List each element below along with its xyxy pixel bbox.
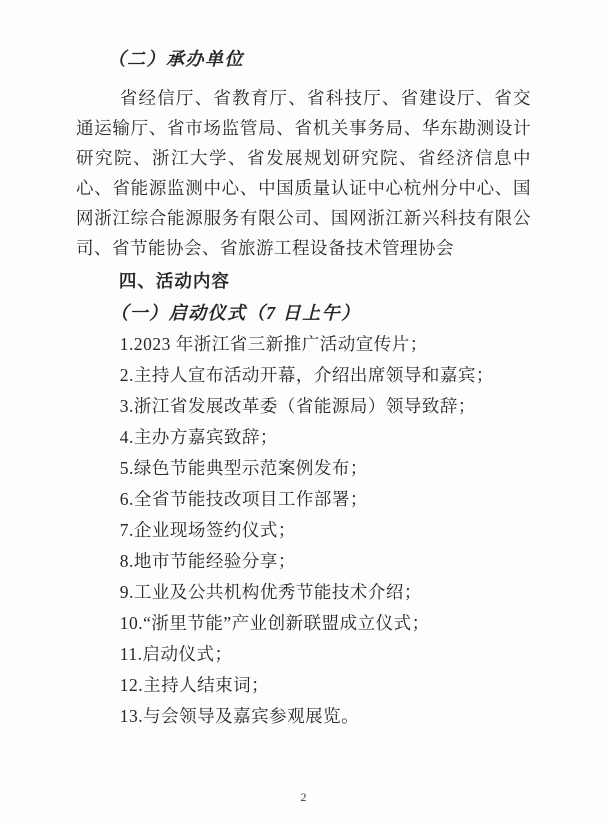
agenda-item: 1.2023 年浙江省三新推广活动宣传片；: [119, 334, 428, 354]
agenda-item: 10.“浙里节能”产业创新联盟成立仪式；: [119, 613, 430, 633]
agenda-item: 8.地市节能经验分享；: [119, 551, 296, 571]
section-heading-undertakers: （二）承办单位: [107, 49, 244, 69]
page-number: 2: [300, 790, 307, 804]
section-heading-activity-content: 四、活动内容: [118, 271, 230, 291]
agenda-item: 12.主持人结束词；: [119, 675, 270, 695]
agenda-item: 13.与会领导及嘉宾参观展览。: [119, 706, 360, 726]
agenda-item: 7.企业现场签约仪式；: [119, 520, 296, 540]
agenda-item: 9.工业及公共机构优秀节能技术介绍；: [119, 582, 422, 602]
subsection-heading-launch-ceremony: （一）启动仪式（7 日上午）: [110, 303, 361, 323]
agenda-list: [76, 329, 531, 732]
agenda-item: 3.浙江省发展改革委（省能源局）领导致辞；: [119, 396, 476, 416]
agenda-item: 2.主持人宣布活动开幕，介绍出席领导和嘉宾；: [119, 365, 494, 385]
agenda-item: 11.启动仪式；: [119, 644, 233, 664]
agenda-item: 6.全省节能技改项目工作部署；: [119, 489, 368, 509]
agenda-item: 5.绿色节能典型示范案例发布；: [119, 458, 368, 478]
agenda-item: 4.主办方嘉宾致辞；: [119, 427, 278, 447]
organizers-paragraph: 省经信厅、省教育厅、省科技厅、省建设厅、省交通运输厅、省市场监管局、省机关事务局、华东勘测设计研究院、浙江大学、省发展规划研究院、省经济信息中心、省能源监测中心、中国质量认证中心杭州分中心、国网浙江综合能源服务有限公司、国网浙江新兴科技有限公司、省节能协会、省旅游工程设备技术管理协会: [76, 88, 531, 258]
